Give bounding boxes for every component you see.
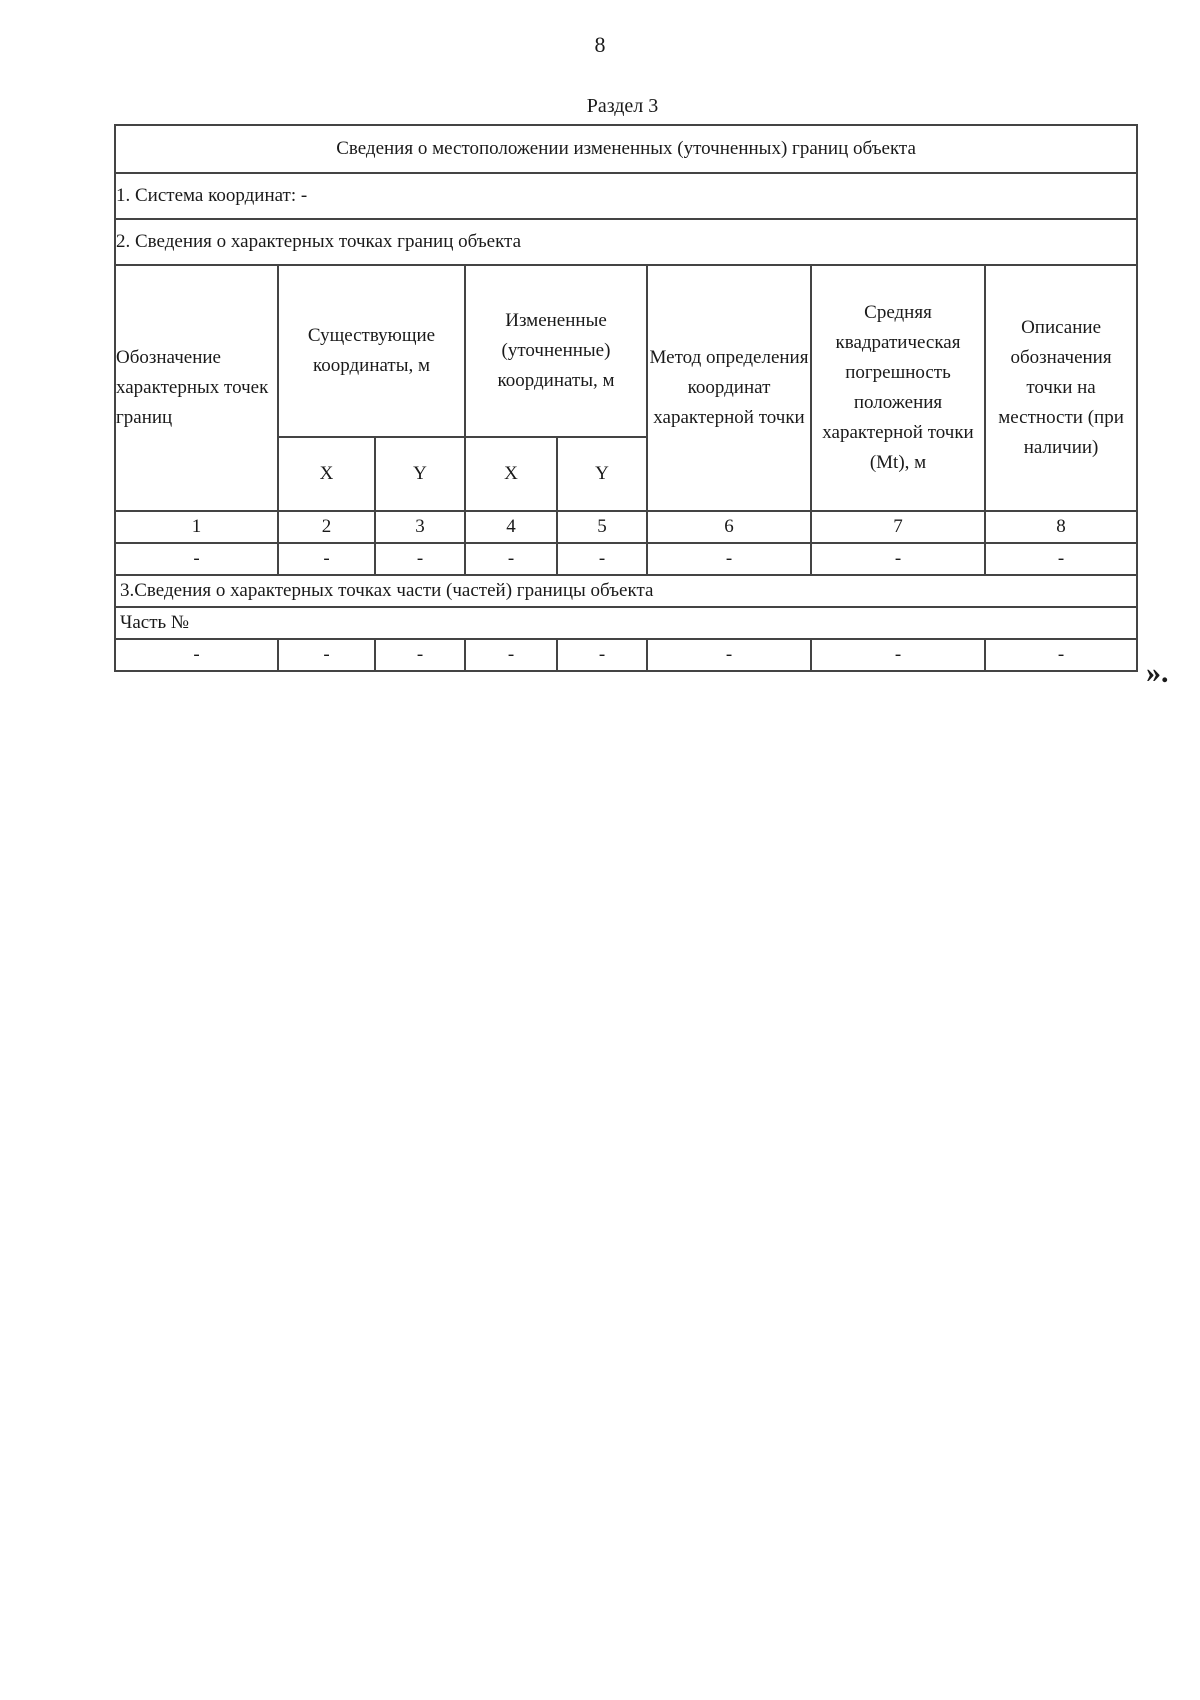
table-cell: - (647, 543, 811, 575)
column-number: 8 (985, 511, 1137, 543)
column-number: 5 (557, 511, 647, 543)
table-cell: - (375, 639, 465, 671)
column-number: 2 (278, 511, 375, 543)
header-designation: Обозначение характерных точек границ (115, 265, 278, 511)
header-description: Описание обозначения точки на местности (при наличии) (985, 265, 1137, 511)
boundary-table (114, 124, 1138, 672)
table-cell: - (985, 639, 1137, 671)
column-number: 6 (647, 511, 811, 543)
table-cell: - (465, 543, 557, 575)
page-number: 8 (594, 32, 606, 57)
section-label: Раздел 3 (586, 95, 659, 117)
column-number: 7 (811, 511, 985, 543)
table-cell: - (115, 543, 278, 575)
points-data-row (115, 543, 1137, 575)
header-changed-coords: Измененные (уточненные) координаты, м (465, 265, 647, 437)
column-number: 4 (465, 511, 557, 543)
table-cell: - (557, 639, 647, 671)
header-existing-y: Y (375, 437, 465, 511)
table-cell: - (557, 543, 647, 575)
part-number-label: Часть № (115, 607, 1137, 639)
closing-quote-mark: ». (1146, 656, 1169, 689)
table-cell: - (375, 543, 465, 575)
table-cell: - (811, 639, 985, 671)
header-method: Метод определения координат характерной точки (647, 265, 811, 511)
column-number: 3 (375, 511, 465, 543)
parts-heading: 3.Сведения о характерных точках части (частей) границы объекта (115, 575, 1137, 607)
table-cell: - (647, 639, 811, 671)
header-existing-coords: Существующие координаты, м (278, 265, 465, 437)
table-title: Сведения о местоположении измененных (уточненных) границ объекта (115, 125, 1137, 173)
table-cell: - (278, 639, 375, 671)
header-changed-y: Y (557, 437, 647, 511)
parts-data-row (115, 639, 1137, 671)
points-heading: 2. Сведения о характерных точках границ объекта (115, 219, 1137, 265)
table-cell: - (278, 543, 375, 575)
table-cell: - (811, 543, 985, 575)
coordinate-system: 1. Система координат: - (115, 173, 1137, 219)
header-changed-x: X (465, 437, 557, 511)
table-cell: - (115, 639, 278, 671)
header-mean-error: Средняя квадратическая погрешность положения характерной точки (Mt), м (811, 265, 985, 511)
table-cell: - (465, 639, 557, 671)
table-cell: - (985, 543, 1137, 575)
column-numbers-row (115, 511, 1137, 543)
header-existing-x: X (278, 437, 375, 511)
column-number: 1 (115, 511, 278, 543)
